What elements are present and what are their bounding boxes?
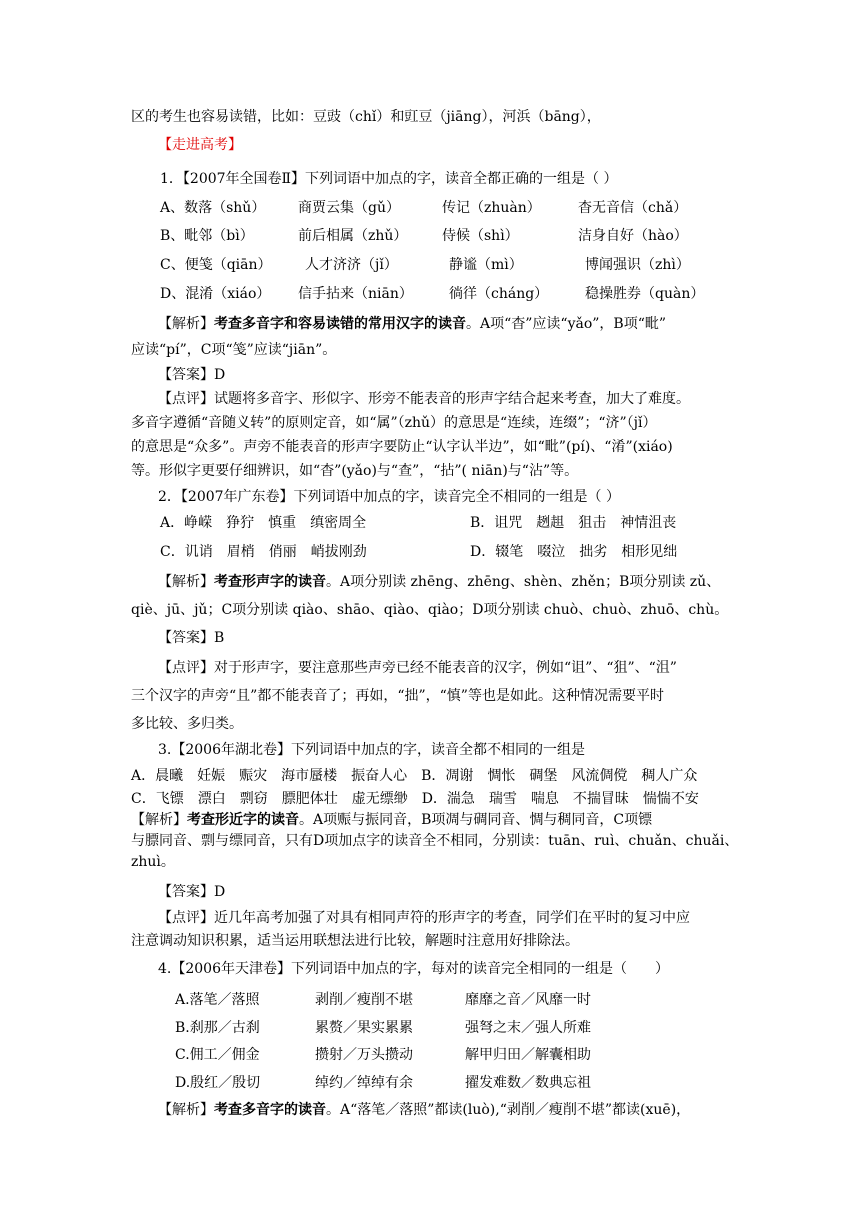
intro-line: 区的考生也容易读错，比如：豆豉（chǐ）和豇豆（jiāng），河浜（bāng），: [131, 109, 601, 125]
q3-comment-1: 【点评】近几年高考加强了对具有相同声符的形声字的考查，同学们在平时的复习中应: [158, 910, 690, 926]
q3-options-cd: C．飞镖 漂白 剽窃 膘肥体壮 虚无缥缈 D．湍急 瑞雪 喘息 不揣冒昧 惴惴不安: [131, 791, 699, 807]
q3-analysis: 【解析】考查形近字的读音。A项赈与振同音，B项凋与碉同音、惆与稠同音，C项镖: [131, 812, 653, 828]
q2-analysis: 【解析】考查形声字的读音。A项分别读 zhēng、zhēng、shèn、zhěn；B项分别读 zǔ、: [158, 574, 721, 590]
q1-comment-4: 等。形似字更要仔细辨识，如“杳”(yǎo)与“查”，“拈”( niān)与“沾”等。: [131, 463, 579, 479]
q3-answer: 【答案】D: [158, 884, 226, 900]
q1-comment-2: 多音字遵循“音随义转”的原则定音，如“属”（zhǔ）的意思是“连续，连缀”；“济”（jǐ）: [131, 415, 657, 431]
q2-answer: 【答案】B: [158, 630, 225, 646]
q4-analysis: 【解析】考查多音字的读音。A“落笔／落照”都读(luò),“剥削／瘦削不堪”都读(xuē)，: [158, 1102, 691, 1118]
q2-option-a: A．峥嵘 狰狞 慎重 缜密周全: [160, 515, 367, 531]
q3-analysis-line3: zhuì。: [131, 854, 175, 870]
q2-option-d: D．辍笔 啜泣 拙劣 相形见绌: [470, 544, 678, 560]
q1-answer: 【答案】D: [158, 367, 226, 383]
q3-analysis-line2: 与膘同音、剽与缥同音，只有D项加点字的读音全不相同，分别读：tuān、ruì、chuǎn、chuǎi、: [131, 833, 739, 849]
q3-options-ab: A．晨曦 妊娠 赈灾 海市蜃楼 振奋人心 B．凋谢 惆怅 碉堡 风流倜傥 稠人广众: [131, 768, 698, 784]
document-page: 区的考生也容易读错，比如：豆豉（chǐ）和豇豆（jiāng），河浜（bāng）， 【走进高考】 1．【2007年全国卷Ⅱ】下列词语中加点的字，读音全都正确的一组是（ ） A、数落（shǔ） 商贾云集（gǔ） 传记（zhuàn） 杳无音信（chǎ） B、毗邻（bì） 前后相属（zhǔ） 侍候（shì） 洁身自好（hào） C、便笺（qiān） 人才济济（jǐ） 静谧（mì） 博闻强识（zhì） D、混淆（xiáo） 信手拈来（niān） 徜徉（cháng） 稳操胜券（quàn） 【解析】考查多音字和容易读错的常用汉字的读音。A项“杳”应读“yǎo”，B项“毗” 应读“pí”，C项“笺”应读“jiān”。 【答案】D 【点评】试题将多音字、形似字、形旁不能表音的形声字结合起来考查，加大了难度。 多音字遵循“音随义转”的原则定音，如“属”（zhǔ）的意思是“连续，连缀”；“济”（jǐ） 的意思是“众多”。声旁不能表音的形声字要防止“认字认半边”，如“毗”(pí)、“淆”(xiáo) 等。形似字更要仔细辨识，如“杳”(yǎo)与“查”，“拈”( niān)与“沾”等。 2．【2007年广东卷】下列词语中加点的字，读音完全不相同的一组是（ ） A．峥嵘 狰狞 慎重 缜密周全 B．诅咒 趔趄 狙击 神情沮丧 C．讥诮 眉梢 俏丽 峭拔刚劲 D．辍笔 啜泣 拙劣 相形见绌 【解析】考查形声字的读音。A项分别读 zhēng、zhēng、shèn、zhěn；B项分别读 zǔ、 qiè、jū、jǔ；C项分别读 qiào、shāo、qiào、qiào；D项分别读 chuò、chuò、zhuō、chù。 【答案】B 【点评】对于形声字，要注意那些声旁已经不能表音的汉字，例如“诅”、“狙”、“沮” 三个汉字的声旁“且”都不能表音了；再如，“拙”，“慎”等也是如此。这种情况需要平时 多比较、多归类。 3.【2006年湖北卷】下列词语中加点的字，读音全都不相同的一组是 A．晨曦 妊娠 赈灾 海市蜃楼 振奋人心 B．凋谢 惆怅 碉堡 风流倜傥 稠人广众 C．飞镖 漂白 剽窃 膘肥体壮 虚无缥缈 D．湍急 瑞雪 喘息 不揣冒昧 惴惴不安 【解析】考查形近字的读音。A项赈与振同音，B项凋与碉同音、惆与稠同音，C项镖 与膘同音、剽与缥同音，只有D项加点字的读音全不相同，分别读：tuān、ruì、chuǎn、chuǎi、 zhuì。 【答案】D 【点评】近几年高考加强了对具有相同声符的形声字的考查，同学们在平时的复习中应 注意调动知识积累，适当运用联想法进行比较，解题时注意用好排除法。 4.【2006年天津卷】下列词语中加点的字，每对的读音完全相同的一组是（ ） A.落笔／落照 剥削／瘦削不堪 靡靡之音／风靡一时 B.刹那／古刹 累赘／果实累累 强弩之末／强人所难 C.佣工／佣金 攒射／万头攒动 解甲归田／解囊相助 D.殷红／殷切 绰约／绰绰有余 擢发难数／数典忘祖 【解析】考查多音字的读音。A“落笔／落照”都读(luò),“剥削／瘦削不堪”都读(xuē)，: [131, 109, 739, 1118]
q2-stem: 2．【2007年广东卷】下列词语中加点的字，读音完全不相同的一组是（ ）: [158, 489, 620, 505]
q1-analysis-line2: 应读“pí”，C项“笺”应读“jiān”。: [131, 342, 337, 358]
q2-comment-3: 多比较、多归类。: [131, 716, 243, 732]
q2-option-b: B．诅咒 趔趄 狙击 神情沮丧: [470, 515, 677, 531]
q1-comment-1: 【点评】试题将多音字、形似字、形旁不能表音的形声字结合起来考查，加大了难度。: [158, 391, 690, 407]
q1-analysis: 【解析】考查多音字和容易读错的常用汉字的读音。A项“杳”应读“yǎo”，B项“毗”: [158, 316, 667, 332]
q2-option-c: C．讥诮 眉梢 俏丽 峭拔刚劲: [160, 544, 367, 560]
q2-analysis-line2: qiè、jū、jǔ；C项分别读 qiào、shāo、qiào、qiào；D项分别读 chuò、chuò、zhuō、chù。: [131, 602, 729, 618]
q2-comment-1: 【点评】对于形声字，要注意那些声旁已经不能表音的汉字，例如“诅”、“狙”、“沮”: [158, 660, 677, 676]
q1-stem: 1．【2007年全国卷Ⅱ】下列词语中加点的字，读音全都正确的一组是（ ）: [160, 171, 618, 187]
section-heading: 【走进高考】: [158, 137, 242, 153]
q2-comment-2: 三个汉字的声旁“且”都不能表音了；再如，“拙”，“慎”等也是如此。这种情况需要平时: [131, 688, 664, 704]
q3-comment-2: 注意调动知识积累，适当运用联想法进行比较，解题时注意用好排除法。: [131, 933, 579, 949]
q1-comment-3: 的意思是“众多”。声旁不能表音的形声字要防止“认字认半边”，如“毗”(pí)、“淆”(xiáo): [131, 439, 673, 455]
q4-stem: 4.【2006年天津卷】下列词语中加点的字，每对的读音完全相同的一组是（ ）: [158, 961, 669, 977]
q3-stem: 3.【2006年湖北卷】下列词语中加点的字，读音全都不相同的一组是: [158, 742, 585, 758]
